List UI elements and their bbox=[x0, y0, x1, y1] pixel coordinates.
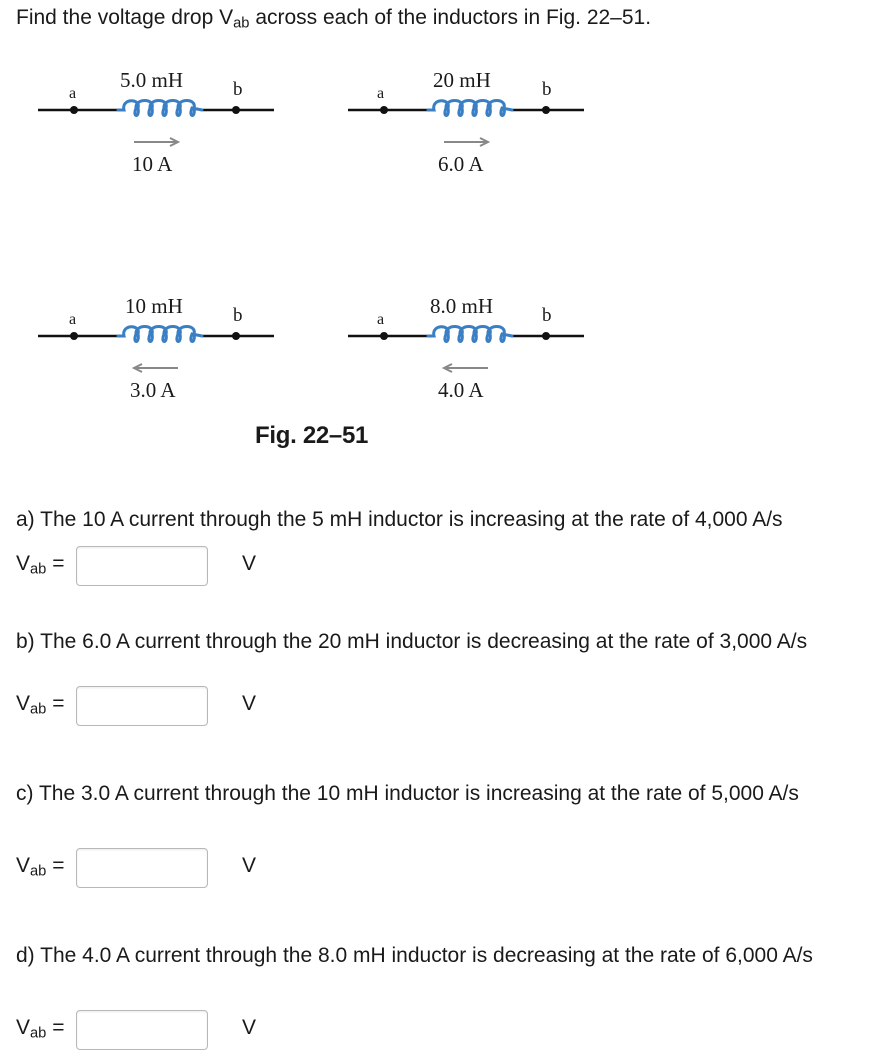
terminal-a-label: a bbox=[377, 311, 385, 328]
current-label: 10 A bbox=[132, 152, 173, 176]
terminal-a-dot bbox=[380, 106, 388, 114]
current-label: 3.0 A bbox=[130, 378, 176, 402]
inductor-diagram-4 bbox=[346, 292, 606, 412]
vab-label: $V_{ab}$ = bbox=[16, 1016, 65, 1042]
coil-icon bbox=[118, 101, 202, 116]
terminal-a-label: a bbox=[69, 311, 77, 328]
figure-caption: Fig. 22–51 bbox=[255, 422, 369, 449]
terminal-b-label: b bbox=[233, 79, 243, 100]
vab-label: $V_{ab}$ = bbox=[16, 552, 65, 578]
coil-icon bbox=[428, 327, 512, 342]
unit-label: V bbox=[242, 854, 257, 877]
unit-label: V bbox=[242, 552, 257, 575]
terminal-b-label: b bbox=[542, 305, 552, 326]
inductor-diagram-3 bbox=[36, 292, 296, 412]
question-d-text: d) The 4.0 A current through the 8.0 mH inductor is decreasing at the rate of 6,000 A/s bbox=[16, 944, 813, 967]
inductor-diagram-2 bbox=[346, 66, 606, 186]
inductor-diagram-1 bbox=[36, 66, 296, 186]
terminal-a-dot bbox=[380, 332, 388, 340]
terminal-a-dot bbox=[70, 106, 78, 114]
terminal-b-label: b bbox=[233, 305, 243, 326]
terminal-b-dot bbox=[232, 106, 240, 114]
vab-label: $V_{ab}$ = bbox=[16, 692, 65, 718]
terminal-b-dot bbox=[232, 332, 240, 340]
question-b-text: b) The 6.0 A current through the 20 mH inductor is decreasing at the rate of 3,000 A/s bbox=[16, 630, 808, 653]
coil-icon bbox=[118, 327, 202, 342]
terminal-b-dot bbox=[542, 332, 550, 340]
question-a-text: a) The 10 A current through the 5 mH inductor is increasing at the rate of 4,000 A/s bbox=[16, 508, 783, 531]
answer-input-d[interactable] bbox=[76, 1010, 208, 1050]
question-c-text: c) The 3.0 A current through the 10 mH inductor is increasing at the rate of 5,000 A/s bbox=[16, 782, 799, 805]
unit-label: V bbox=[242, 692, 257, 715]
problem-prompt: Find the voltage drop $V_{ab}$ across each of the inductors in Fig. 22–51. bbox=[16, 6, 652, 32]
answer-input-b[interactable] bbox=[76, 686, 208, 726]
vab-label: $V_{ab}$ = bbox=[16, 854, 65, 880]
answer-input-c[interactable] bbox=[76, 848, 208, 888]
inductance-label: 10 mH bbox=[125, 294, 183, 318]
current-label: 6.0 A bbox=[438, 152, 484, 176]
terminal-a-dot bbox=[70, 332, 78, 340]
terminal-b-dot bbox=[542, 106, 550, 114]
answer-input-a[interactable] bbox=[76, 546, 208, 586]
terminal-b-label: b bbox=[542, 79, 552, 100]
current-label: 4.0 A bbox=[438, 378, 484, 402]
terminal-a-label: a bbox=[377, 85, 385, 102]
terminal-a-label: a bbox=[69, 85, 77, 102]
inductance-label: 8.0 mH bbox=[430, 294, 493, 318]
unit-label: V bbox=[242, 1016, 257, 1039]
inductance-label: 5.0 mH bbox=[120, 68, 183, 92]
inductance-label: 20 mH bbox=[433, 68, 491, 92]
coil-icon bbox=[428, 101, 512, 116]
